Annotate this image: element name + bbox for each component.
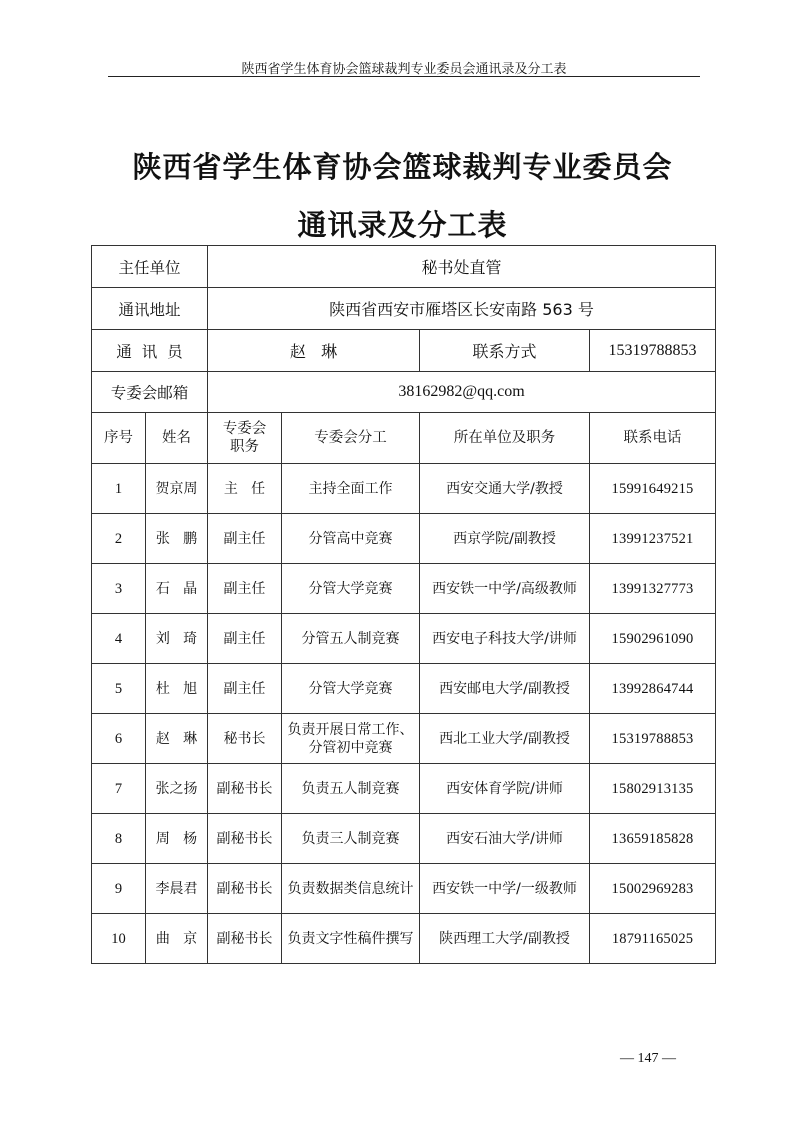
member-duty: 负责文字性稿件撰写 [282,914,420,964]
member-role: 主 任 [208,464,282,514]
member-duty: 分管五人制竞赛 [282,614,420,664]
member-name: 杜 旭 [146,664,208,714]
contact-table [91,245,716,964]
member-name: 曲 京 [146,914,208,964]
col-header-duty: 专委会分工 [282,413,420,464]
member-phone: 13991237521 [590,514,716,564]
member-role: 副秘书长 [208,764,282,814]
member-no: 1 [92,464,146,514]
member-role: 副秘书长 [208,864,282,914]
member-name: 周 杨 [146,814,208,864]
header-rule [108,76,700,77]
member-duty: 主持全面工作 [282,464,420,514]
address-value: 陕西省西安市雁塔区长安南路 563 号 [208,288,716,330]
email-label: 专委会邮箱 [92,372,208,413]
member-no: 5 [92,664,146,714]
director-unit-label: 主任单位 [92,246,208,288]
member-unit: 西安铁一中学/一级教师 [420,864,590,914]
member-no: 6 [92,714,146,764]
col-header-no: 序号 [92,413,146,464]
member-role: 副主任 [208,514,282,564]
member-phone: 13992864744 [590,664,716,714]
correspondent-value: 赵 琳 [208,330,420,372]
member-phone: 15802913135 [590,764,716,814]
title-line-1: 陕西省学生体育协会篮球裁判专业委员会 [132,150,673,184]
member-name: 刘 琦 [146,614,208,664]
title-line-2: 通讯录及分工表 [297,208,508,242]
member-duty: 负责数据类信息统计 [282,864,420,914]
table-row [92,614,716,664]
table-row [92,514,716,564]
table-row [92,864,716,914]
address-row [92,288,716,330]
correspondent-label: 通 讯 员 [92,330,208,372]
member-no: 7 [92,764,146,814]
member-name: 石 晶 [146,564,208,614]
member-phone: 18791165025 [590,914,716,964]
table-row [92,764,716,814]
correspondent-row [92,330,716,372]
address-label: 通讯地址 [92,288,208,330]
member-role: 副秘书长 [208,814,282,864]
table-row [92,464,716,514]
member-duty: 分管大学竞赛 [282,664,420,714]
member-role: 副秘书长 [208,914,282,964]
member-no: 2 [92,514,146,564]
member-name: 张之扬 [146,764,208,814]
member-role: 秘书长 [208,714,282,764]
member-name: 贺京周 [146,464,208,514]
table-row [92,664,716,714]
member-unit: 西京学院/副教授 [420,514,590,564]
document-title [90,138,715,254]
col-header-role [208,413,282,464]
member-role: 副主任 [208,564,282,614]
member-unit: 陕西理工大学/副教授 [420,914,590,964]
member-role: 副主任 [208,614,282,664]
email-value: 38162982@qq.com [208,372,716,413]
col-header-name: 姓名 [146,413,208,464]
member-unit: 西安电子科技大学/讲师 [420,614,590,664]
member-unit: 西安邮电大学/副教授 [420,664,590,714]
member-name: 李晨君 [146,864,208,914]
col-header-unit: 所在单位及职务 [420,413,590,464]
page-number: — 147 — [620,1051,676,1066]
table-row [92,814,716,864]
table-row [92,714,716,764]
member-no: 3 [92,564,146,614]
member-unit: 西北工业大学/副教授 [420,714,590,764]
member-duty: 分管高中竞赛 [282,514,420,564]
member-phone: 13991327773 [590,564,716,614]
member-phone: 15002969283 [590,864,716,914]
director-unit-row [92,246,716,288]
member-no: 8 [92,814,146,864]
email-row [92,372,716,413]
member-rows [92,464,716,964]
member-duty: 负责开展日常工作、分管初中竞赛 [282,714,420,764]
contact-value: 15319788853 [590,330,716,372]
director-unit-value: 秘书处直管 [208,246,716,288]
member-phone: 15319788853 [590,714,716,764]
member-no: 10 [92,914,146,964]
member-phone: 15902961090 [590,614,716,664]
running-header: 陕西省学生体育协会篮球裁判专业委员会通讯录及分工表 [241,62,567,77]
col-header-role-line2: 职务 [230,439,260,455]
col-header-role-line1: 专委会 [222,421,267,437]
contact-label: 联系方式 [420,330,590,372]
member-phone: 13659185828 [590,814,716,864]
member-no: 4 [92,614,146,664]
table-row [92,914,716,964]
member-duty: 负责三人制竞赛 [282,814,420,864]
col-header-phone: 联系电话 [590,413,716,464]
member-name: 张 鹏 [146,514,208,564]
column-header-row [92,413,716,464]
member-unit: 西安交通大学/教授 [420,464,590,514]
member-duty: 负责五人制竞赛 [282,764,420,814]
table-row [92,564,716,614]
member-phone: 15991649215 [590,464,716,514]
member-unit: 西安石油大学/讲师 [420,814,590,864]
member-duty: 分管大学竞赛 [282,564,420,614]
member-no: 9 [92,864,146,914]
member-name: 赵 琳 [146,714,208,764]
member-unit: 西安体育学院/讲师 [420,764,590,814]
member-unit: 西安铁一中学/高级教师 [420,564,590,614]
member-role: 副主任 [208,664,282,714]
